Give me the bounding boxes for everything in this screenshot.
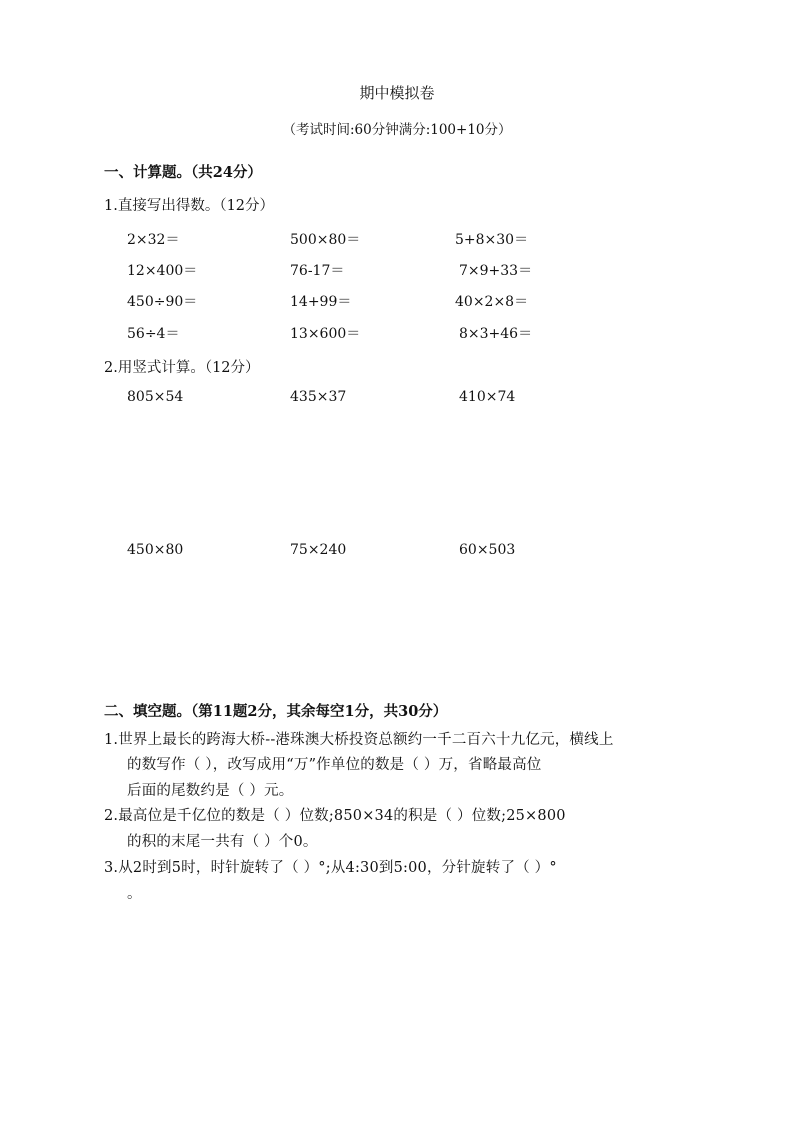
- fill-blank-line: 。: [127, 886, 142, 902]
- q2-item: 805×54: [127, 389, 184, 405]
- q2-item: 410×74: [459, 389, 516, 405]
- exam-subtitle: （考试时间:60分钟满分:100+10分）: [282, 122, 512, 138]
- q1-item: 76-17＝: [290, 263, 345, 279]
- q1-item: 40×2×8＝: [455, 294, 529, 310]
- q2-item: 60×503: [459, 542, 516, 558]
- fill-blank-line: 1.世界上最长的跨海大桥--港珠澳大桥投资总额约一千二百六十九亿元，横线上: [104, 732, 614, 748]
- exam-title: 期中模拟卷: [359, 84, 435, 102]
- q1-item: 13×600＝: [290, 326, 361, 342]
- q1-item: 8×3+46＝: [459, 326, 533, 342]
- question-2-label: 2.用竖式计算。（12分）: [104, 360, 260, 376]
- q1-item: 14+99＝: [290, 294, 352, 310]
- q1-item: 12×400＝: [127, 263, 198, 279]
- fill-blank-line: 3.从2时到5时，时针旋转了（ ）°;从4:30到5:00，分针旋转了（ ）°: [104, 860, 557, 876]
- q2-item: 450×80: [127, 542, 184, 558]
- section-heading-fill-blank: 二、填空题。（第11题2分，其余每空1分，共30分）: [104, 703, 448, 720]
- q1-item: 450÷90＝: [127, 294, 198, 310]
- fill-blank-line: 的积的末尾一共有（ ）个0。: [127, 834, 318, 850]
- question-1-label: 1.直接写出得数。（12分）: [104, 198, 275, 214]
- q1-item: 7×9+33＝: [459, 263, 533, 279]
- q2-item: 435×37: [290, 389, 347, 405]
- fill-blank-line: 后面的尾数约是（ ）元。: [127, 783, 294, 799]
- fill-blank-line: 的数写作（ ），改写成用“万”作单位的数是（ ）万，省略最高位: [127, 757, 542, 773]
- fill-blank-line: 2.最高位是千亿位的数是（ ）位数;850×34的积是（ ）位数;25×800: [104, 808, 566, 824]
- q1-item: 56÷4＝: [127, 326, 180, 342]
- q1-item: 2×32＝: [127, 232, 180, 248]
- q2-item: 75×240: [290, 542, 347, 558]
- section-heading-calculation: 一、计算题。（共24分）: [104, 164, 262, 181]
- q1-item: 5+8×30＝: [455, 232, 529, 248]
- q1-item: 500×80＝: [290, 232, 361, 248]
